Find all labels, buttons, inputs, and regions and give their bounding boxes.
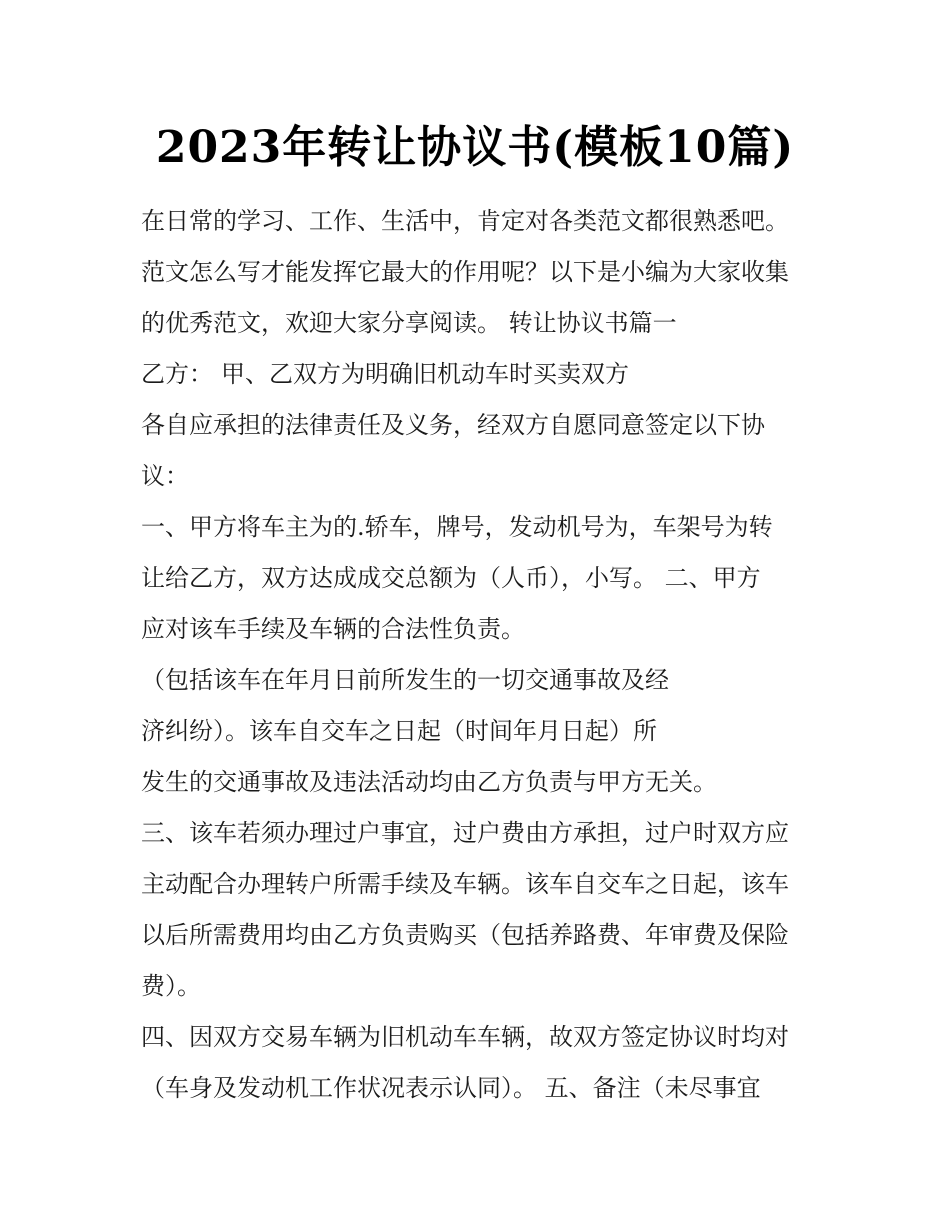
line-text: （包括该车在 [141,666,285,694]
party-b-label: 乙方： [141,360,213,388]
paragraph-line: 在日常的学习、工作、生活中，肯定对各类范文都很熟悉吧。 [141,207,789,235]
paragraph-line: 各自应承担的法律责任及义务，经双方自愿同意签定以下协 [141,411,765,439]
paragraph-line: （车身及发动机工作状况表示认同）。 五、备注（未尽事宜 [141,1074,761,1102]
line-text: 甲、乙双方为明确旧机动车时买卖双方 [221,360,629,388]
paragraph-line: 议： [141,462,189,490]
paragraph-line [141,349,813,400]
document-body [141,196,813,1114]
line-text: 年 [513,717,537,745]
line-text: 日前所发生的一切交通事故及经 [333,666,669,694]
paragraph-line: 应对该车手续及车辆的合法性负责。 [141,615,525,643]
line-text: 月 [309,666,333,694]
line-text: 年 [285,666,309,694]
paragraph-line: 一、甲方将车主为的.轿车，牌号，发动机号为，车架号为转 [141,513,773,541]
paragraph-line: 以后所需费用均由乙方负责购买（包括养路费、年审费及保险 [141,921,789,949]
paragraph-line: 发生的交通事故及违法活动均由乙方负责与甲方无关。 [141,768,717,796]
line-text: 月 [537,717,561,745]
paragraph-line [141,706,813,757]
line-text: 济纠纷）。该车自交车之日起（时间 [141,717,513,745]
line-text: 日起）所 [561,717,657,745]
paragraph-line: 让给乙方，双方达成成交总额为（人币），小写。 二、甲方 [141,564,761,592]
paragraph-line: 四、因双方交易车辆为旧机动车车辆，故双方签定协议时均对 [141,1023,789,1051]
paragraph-line: 主动配合办理转户所需手续及车辆。该车自交车之日起，该车 [141,870,789,898]
paragraph-line: 费）。 [141,972,201,1000]
paragraph-line: 三、该车若须办理过户事宜，过户费由方承担，过户时双方应 [141,819,789,847]
paragraph-line [141,655,813,706]
paragraph-line: 的优秀范文，欢迎大家分享阅读。 转让协议书篇一 [141,309,677,337]
paragraph-line: 范文怎么写才能发挥它最大的作用呢？以下是小编为大家收集 [141,258,789,286]
document-title: 2023年转让协议书(模板10篇) [155,122,795,173]
